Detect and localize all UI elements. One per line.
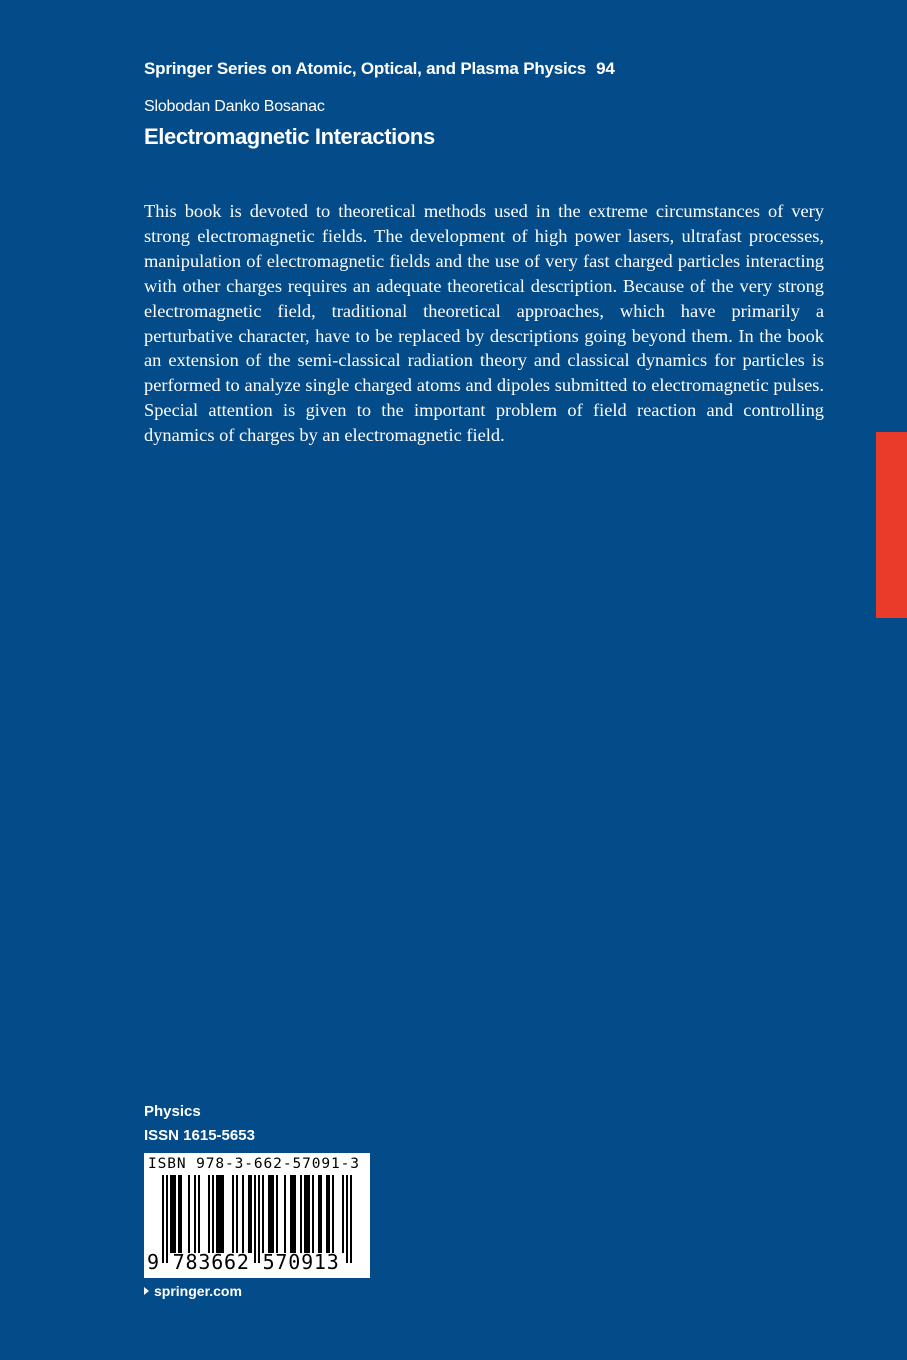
arrow-right-icon [144, 1287, 149, 1295]
website-link[interactable] [144, 1283, 242, 1299]
barcode-bar [328, 1175, 330, 1253]
barcode-bar [276, 1175, 278, 1253]
barcode-bar [172, 1175, 174, 1253]
barcode-bar [262, 1175, 264, 1253]
barcode-bar [194, 1175, 196, 1253]
barcode-bar [332, 1175, 334, 1253]
barcode-bar [326, 1175, 328, 1253]
barcode-bar [312, 1175, 314, 1253]
barcode-bar [320, 1175, 322, 1253]
barcode-bar [236, 1175, 238, 1253]
barcode-bar [304, 1175, 306, 1253]
isbn-barcode [144, 1153, 370, 1278]
issn-label: ISSN 1615-5653 [144, 1127, 255, 1144]
barcode-bar [250, 1175, 252, 1253]
barcode-bar [174, 1175, 176, 1253]
barcode-bar [308, 1175, 310, 1253]
barcode-bar [268, 1175, 270, 1253]
barcode-bar [232, 1175, 234, 1253]
barcode-bar [208, 1175, 210, 1253]
barcode-bar [300, 1175, 302, 1253]
ean-digits: 9 783662 570913 [147, 1250, 340, 1274]
barcode-bar [270, 1175, 272, 1253]
accent-tab [876, 432, 907, 618]
barcode-bar [178, 1175, 180, 1253]
barcode-bar [242, 1175, 244, 1253]
barcode-bar [342, 1175, 344, 1253]
barcode-bar [222, 1175, 224, 1253]
author-name: Slobodan Danko Bosanac [144, 98, 325, 115]
barcode-bar [294, 1175, 296, 1253]
barcode-bar [248, 1175, 250, 1253]
series-name: Springer Series on Atomic, Optical, and Plasma Physics [144, 59, 587, 78]
subject-label: Physics [144, 1103, 201, 1120]
barcode-bar [306, 1175, 308, 1253]
barcode-bar [216, 1175, 218, 1253]
barcode-bar [290, 1175, 292, 1253]
series-number: 94 [596, 59, 615, 78]
isbn-label: ISBN 978-3-662-57091-3 [148, 1156, 360, 1172]
barcode-bar [220, 1175, 222, 1253]
barcode-bar [350, 1175, 352, 1263]
book-description: This book is devoted to theoretical methods used in the extreme circumstances of very strong electromagnetic fields. The development of high power lasers, ultrafast processes, manipulation of electromagnetic fields and the use of very fast charged particles interacting with other charges requires an adequate theoretical description. Because of the very strong electromagnetic field, traditional theoretical approaches, which have primarily a perturbative character, have to be replaced by descriptions going beyond them. In the book an extension of the semi-classical radiation theory and classical dynamics for particles is performed to analyze single charged atoms and dipoles submitted to electromagnetic pulses. Special attention is given to the important problem of field reaction and controlling dynamics of charges by an electromagnetic field. [144, 201, 824, 446]
barcode-bar [170, 1175, 172, 1253]
series-title [144, 59, 615, 79]
barcode-bar [188, 1175, 190, 1253]
barcode-bar [346, 1175, 348, 1263]
barcode-bar [180, 1175, 182, 1253]
barcode-bar [318, 1175, 320, 1253]
barcode-bar [198, 1175, 200, 1253]
barcode-bar [272, 1175, 274, 1253]
barcode-bar [284, 1175, 286, 1253]
website-label: springer.com [154, 1283, 242, 1299]
barcode-bar [292, 1175, 294, 1253]
book-title: Electromagnetic Interactions [144, 124, 435, 149]
barcode-bar [212, 1175, 214, 1253]
barcode-bar [218, 1175, 220, 1253]
